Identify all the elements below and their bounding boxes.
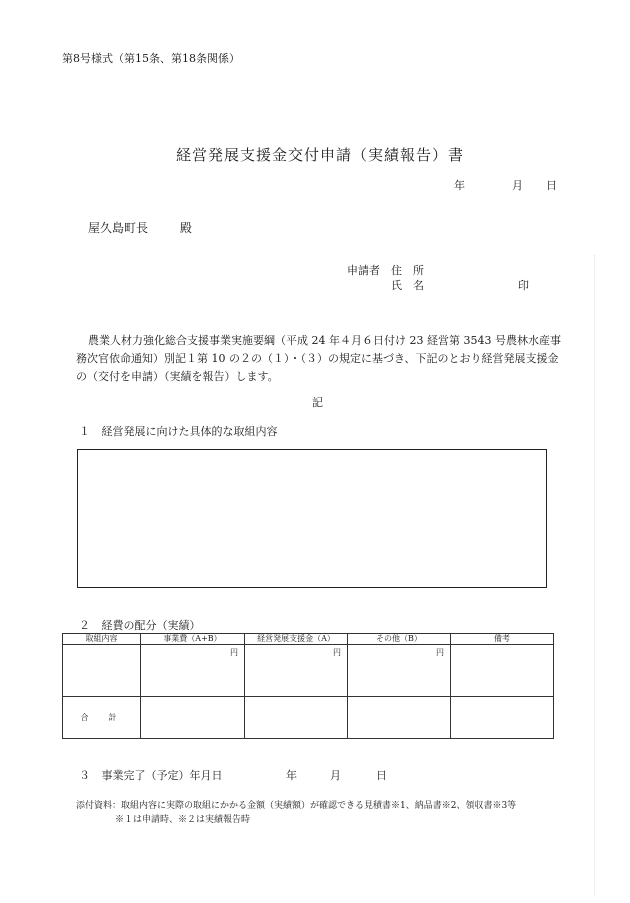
date-month-label: 月 <box>512 179 523 192</box>
attachment-sub-note: ※１は申請時、※２は実績報告時 <box>115 815 251 825</box>
section2-heading <box>79 617 201 633</box>
completion-month-label: 月 <box>330 769 341 782</box>
section3-title: 事業完了（予定）年月日 <box>101 769 223 782</box>
total-remarks-cell[interactable] <box>451 697 554 739</box>
addressee <box>88 219 192 236</box>
yen-unit: 円 <box>333 648 341 657</box>
budget-table <box>62 633 554 739</box>
section1-heading <box>79 423 278 439</box>
addressee-honorific: 殿 <box>179 221 192 235</box>
seal-mark: 印 <box>518 279 529 292</box>
header-initiative: 取組内容 <box>63 634 141 645</box>
budget-header-row <box>63 634 554 645</box>
section2-title: 経費の配分（実績） <box>101 619 201 632</box>
remarks-cell[interactable] <box>451 645 554 697</box>
header-support-fund: 経営発展支援金（A） <box>245 634 348 645</box>
other-cell[interactable] <box>348 645 451 697</box>
applicant-address-label: 住 所 <box>391 264 424 277</box>
date-day-label: 日 <box>546 179 557 192</box>
total-other-cell[interactable] <box>348 697 451 739</box>
total-row <box>63 697 554 739</box>
support-fund-cell[interactable] <box>245 645 348 697</box>
yen-unit: 円 <box>230 648 238 657</box>
applicant-name-label: 氏 名 <box>391 279 424 292</box>
ki-heading: 記 <box>312 396 323 409</box>
header-remarks: 備考 <box>451 634 554 645</box>
date-year-label: 年 <box>454 179 465 192</box>
section3-heading <box>79 767 223 783</box>
addressee-name: 屋久島町長 <box>88 221 149 235</box>
section1-number: １ <box>79 425 90 438</box>
attachment-note: 添付資料：取組内容に実際の取組にかかる金額（実績額）が確認できる見積書※1、納品書※2、領収書※3等 <box>76 801 517 811</box>
section2-number: ２ <box>79 619 90 632</box>
applicant-label: 申請者 <box>347 264 380 277</box>
project-cost-cell[interactable] <box>141 645 245 697</box>
body-paragraph: 農業人材力強化総合支援事業実施要綱（平成 24 年４月６日付け 23 経営第 3543 号農林水産事務次官依命通知）別記１第 10 の２の（１）・（３）の規定に基づき、下記のとおり経営発展支援金の（交付を申請）（実績を報告）します。 <box>76 334 561 383</box>
header-project-cost: 事業費（A+B） <box>141 634 245 645</box>
header-other: その他（B） <box>348 634 451 645</box>
total-label: 合 計 <box>63 697 141 739</box>
document-title: 経営発展支援金交付申請（実績報告）書 <box>176 146 465 164</box>
section1-title: 経営発展に向けた具体的な取組内容 <box>101 425 278 438</box>
yen-unit: 円 <box>436 648 444 657</box>
scan-edge-line <box>594 255 596 895</box>
form-number: 第8号様式（第15条、第18条関係） <box>62 52 240 65</box>
total-project-cost-cell[interactable] <box>141 697 245 739</box>
section3-number: ３ <box>79 769 90 782</box>
section1-content-box[interactable] <box>77 449 547 588</box>
table-row <box>63 645 554 697</box>
initiative-cell[interactable] <box>63 645 141 697</box>
completion-year-label: 年 <box>286 769 297 782</box>
completion-day-label: 日 <box>376 769 387 782</box>
total-support-fund-cell[interactable] <box>245 697 348 739</box>
